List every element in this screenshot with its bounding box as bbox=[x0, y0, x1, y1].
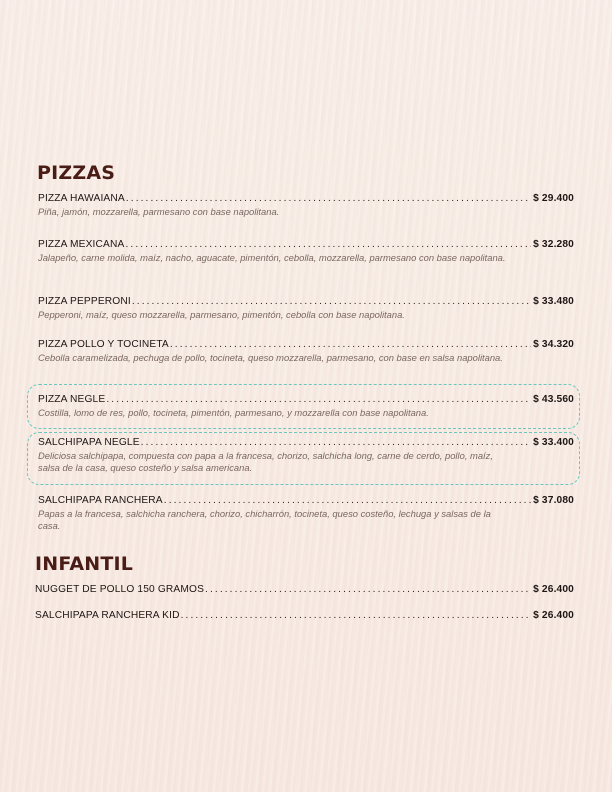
dot-leader bbox=[170, 339, 531, 350]
dot-leader bbox=[164, 495, 531, 506]
menu-item-nugget-de-pollo bbox=[35, 584, 574, 595]
menu-item-salchipapa-ranchera bbox=[38, 495, 574, 531]
section-title-infantil: INFANTIL bbox=[35, 553, 134, 575]
item-name: SALCHIPAPA RANCHERA KID bbox=[35, 610, 180, 621]
menu-item-salchipapa-negle bbox=[38, 437, 574, 473]
item-price: $ 26.400 bbox=[533, 610, 574, 621]
item-name: SALCHIPAPA RANCHERA bbox=[38, 495, 163, 506]
item-description: Cebolla caramelizada, pechuga de pollo, tocineta, queso mozzarella, parmesano, con base en salsa napolitana. bbox=[38, 352, 503, 363]
item-name: PIZZA MEXICANA bbox=[38, 239, 125, 250]
item-name: PIZZA POLLO Y TOCINETA bbox=[38, 339, 169, 350]
item-price: $ 29.400 bbox=[533, 193, 574, 204]
dot-leader bbox=[132, 296, 531, 307]
dot-leader bbox=[126, 193, 531, 204]
menu-item-pizza-mexicana bbox=[38, 239, 574, 264]
item-price: $ 34.320 bbox=[533, 339, 574, 350]
dot-leader bbox=[125, 239, 531, 250]
item-price: $ 32.280 bbox=[533, 239, 574, 250]
section-title-pizzas: PIZZAS bbox=[37, 162, 116, 184]
dot-leader bbox=[181, 610, 532, 621]
item-description: Costilla, lomo de res, pollo, tocineta, pimentón, parmesano, y mozzarella con base napolitana. bbox=[38, 407, 429, 418]
menu-item-salchipapa-ranchera-kid bbox=[35, 610, 574, 621]
item-name: PIZZA PEPPERONI bbox=[38, 296, 131, 307]
menu-item-pizza-hawaiana bbox=[38, 193, 574, 218]
item-name: PIZZA NEGLE bbox=[38, 394, 106, 405]
item-name: SALCHIPAPA NEGLE bbox=[38, 437, 140, 448]
item-price: $ 33.400 bbox=[533, 437, 574, 448]
item-description: Papas a la francesa, salchicha ranchera, chorizo, chicharrón, tocineta, queso costeño, lechuga y salsas de la casa. bbox=[38, 508, 491, 531]
menu-item-pizza-pepperoni bbox=[38, 296, 574, 321]
dot-leader bbox=[205, 584, 531, 595]
item-description: Jalapeño, carne molida, maíz, nacho, aguacate, pimentón, cebolla, mozzarella, parmesano con base napolitana. bbox=[38, 252, 506, 263]
item-description: Pepperoni, maíz, queso mozzarella, parmesano, pimentón, cebolla con base napolitana. bbox=[38, 309, 405, 320]
dot-leader bbox=[106, 394, 531, 405]
item-price: $ 37.080 bbox=[533, 495, 574, 506]
item-name: NUGGET DE POLLO 150 GRAMOS bbox=[35, 584, 205, 595]
menu-item-pizza-pollo-y-tocineta bbox=[38, 339, 574, 364]
item-price: $ 26.400 bbox=[533, 584, 574, 595]
item-description: Deliciosa salchipapa, compuesta con papa a la francesa, chorizo, salchicha long, carne de cerdo, pollo, maíz, salsa de la casa, queso costeño y salsa americana. bbox=[38, 450, 493, 473]
menu-item-pizza-negle bbox=[38, 394, 574, 419]
item-description: Piña, jamón, mozzarella, parmesano con base napolitana. bbox=[38, 206, 280, 217]
item-name: PIZZA HAWAIANA bbox=[38, 193, 125, 204]
item-price: $ 33.480 bbox=[533, 296, 574, 307]
dot-leader bbox=[141, 437, 531, 448]
item-price: $ 43.560 bbox=[533, 394, 574, 405]
